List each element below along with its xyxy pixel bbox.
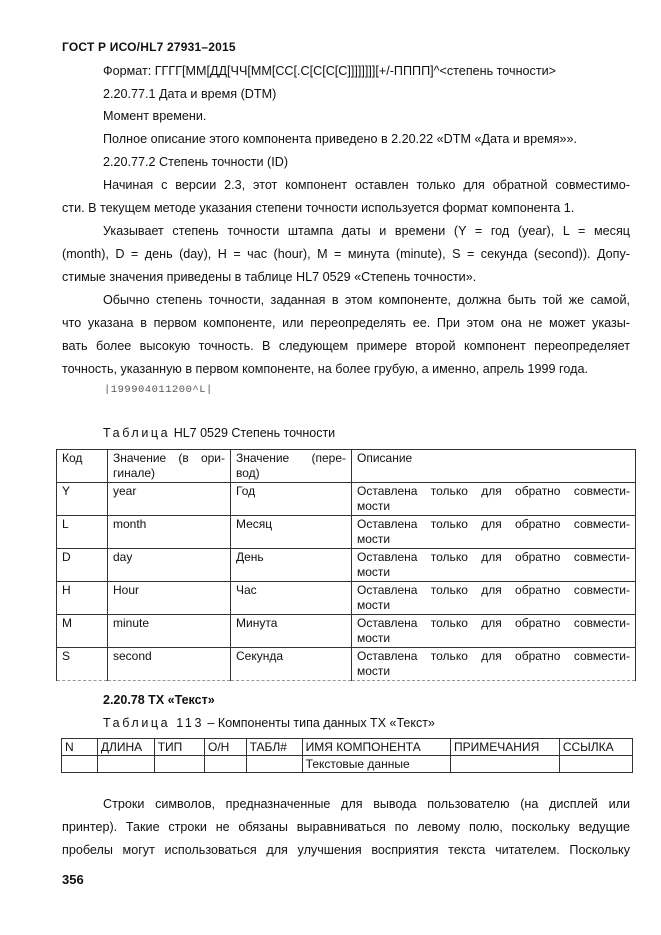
table-row	[62, 756, 633, 773]
header-cell: N	[62, 739, 98, 756]
translation-cell: Минута	[231, 615, 352, 648]
description-cell: Оставлена только для обратно совмести- мости	[352, 615, 636, 648]
code-cell: Y	[57, 483, 108, 516]
header-cell: ССЫЛКА	[559, 739, 632, 756]
translation-cell: Месяц	[231, 516, 352, 549]
col-description: Описание	[352, 450, 636, 483]
header-cell: ДЛИНА	[97, 739, 154, 756]
description-cell: Оставлена только для обратно совмести- мости	[352, 582, 636, 615]
description-cell: Оставлена только для обратно совмести- мости	[352, 648, 636, 681]
translation-cell: Час	[231, 582, 352, 615]
original-cell: month	[108, 516, 231, 549]
paragraph-line: Строки символов, предназначенные для вывода пользователю (на дисплей или	[103, 797, 630, 811]
translation-cell: День	[231, 549, 352, 582]
table-cell	[246, 756, 302, 773]
paragraph-line: Полное описание этого компонента приведено в 2.20.22 «DTM «Дата и время»».	[103, 132, 578, 146]
table-cell	[154, 756, 204, 773]
description-cell: Оставлена только для обратно совмести- мости	[352, 483, 636, 516]
original-cell: minute	[108, 615, 231, 648]
code-cell: H	[57, 582, 108, 615]
paragraph-line: Указывает степень точности штампа даты и времени (Y = год (year), L = месяц	[103, 224, 630, 238]
col-code: Код	[57, 450, 108, 483]
table2-caption-text: – Компоненты типа данных TX «Текст»	[204, 716, 435, 730]
subsection-dtm: 2.20.77.1 Дата и время (DTM)	[103, 87, 277, 101]
table-row	[57, 615, 636, 648]
table2-caption-prefix: Таблица 113	[103, 716, 205, 730]
header-cell: О/Н	[204, 739, 246, 756]
paragraph-line: принтер). Такие строки не обязаны выравниваться по левому полю, поскольку ведущие	[62, 820, 630, 834]
paragraph-line: Начиная с версии 2.3, этот компонент оставлен только для обратной совместимо-	[103, 178, 630, 192]
paragraph-line: (month), D = день (day), H = час (hour), M = минута (minute), S = секунда (second)). Допу-	[62, 247, 630, 261]
table1-caption-prefix: Таблица	[103, 426, 171, 440]
format-line: Формат: ГГГГ[ММ[ДД[ЧЧ[ММ[СС[.С[С[С[С]]]]]]]][+/-ПППП]^<степень точности>	[103, 64, 556, 78]
table-cell	[451, 756, 560, 773]
header-cell: ТАБЛ#	[246, 739, 302, 756]
original-cell: day	[108, 549, 231, 582]
original-cell: year	[108, 483, 231, 516]
table-row	[57, 582, 636, 615]
table-cell	[204, 756, 246, 773]
translation-cell: Секунда	[231, 648, 352, 681]
table-cell	[559, 756, 632, 773]
paragraph-line: точность, указанную в первом компоненте, на более грубую, а именно, апрель 1999 года.	[62, 362, 588, 376]
paragraph-line: Обычно степень точности, заданная в этом компоненте, должна быть той же самой,	[103, 293, 630, 307]
table1-caption	[103, 426, 335, 440]
table-row	[57, 648, 636, 681]
paragraph-line: что указана в первом компоненте, или переопределять ее. При этом она не может указы-	[62, 316, 630, 330]
paragraph-line: сти. В текущем методе указания степени точности используется формат компонента 1.	[62, 201, 575, 215]
paragraph-line: стимые значения приведены в таблице HL7 0529 «Степень точности».	[62, 270, 477, 284]
table-header-row	[57, 450, 636, 483]
description-cell: Оставлена только для обратно совмести- мости	[352, 549, 636, 582]
code-cell: D	[57, 549, 108, 582]
table-header-row	[62, 739, 633, 756]
table-cell	[62, 756, 98, 773]
subsection-precision: 2.20.77.2 Степень точности (ID)	[103, 155, 289, 169]
table2-caption	[103, 716, 435, 730]
page-number: 356	[62, 872, 84, 887]
original-cell: second	[108, 648, 231, 681]
header-cell: ТИП	[154, 739, 204, 756]
col-original: Значение (в ори- гинале)	[108, 450, 231, 483]
header-cell: ИМЯ КОМПОНЕНТА	[302, 739, 450, 756]
example-code: |199904011200^L|	[104, 384, 213, 396]
col-translation: Значение (пере- вод)	[231, 450, 352, 483]
paragraph-line: пробелы могут использоваться для улучшения восприятия текста читателем. Поскольку	[62, 843, 630, 857]
table-cell	[97, 756, 154, 773]
code-cell: L	[57, 516, 108, 549]
table1-caption-text: HL7 0529 Степень точности	[173, 426, 336, 440]
translation-cell: Год	[231, 483, 352, 516]
table-row	[57, 483, 636, 516]
section-title: 2.20.78 TX «Текст»	[103, 693, 215, 707]
code-cell: S	[57, 648, 108, 681]
description-cell: Оставлена только для обратно совмести- мости	[352, 516, 636, 549]
precision-table	[56, 449, 636, 681]
paragraph-line: Момент времени.	[103, 109, 207, 123]
table-row	[57, 549, 636, 582]
page-header: ГОСТ Р ИСО/HL7 27931–2015	[62, 40, 236, 54]
tx-components-table	[61, 738, 633, 773]
table-cell: Текстовые данные	[302, 756, 450, 773]
paragraph-line: вать более высокую точность. В следующем примере второй компонент переопределяет	[62, 339, 630, 353]
table-row	[57, 516, 636, 549]
code-cell: M	[57, 615, 108, 648]
header-cell: ПРИМЕЧАНИЯ	[451, 739, 560, 756]
original-cell: Hour	[108, 582, 231, 615]
